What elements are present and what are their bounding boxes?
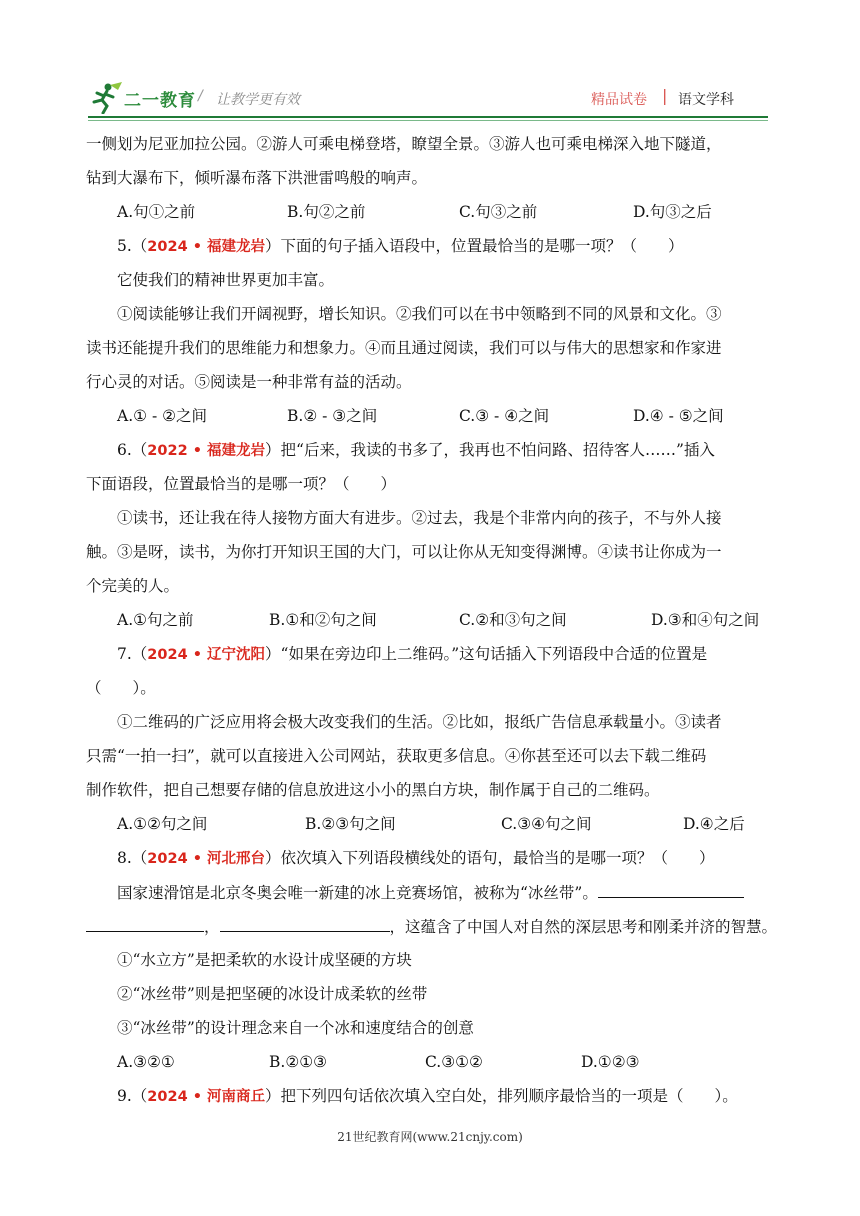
answer-blank bbox=[220, 909, 390, 932]
option-c: C.③①② bbox=[425, 1053, 483, 1071]
logo-text: 二一教育 bbox=[124, 91, 196, 111]
option-sentence: ②“冰丝带”则是把坚硬的冰设计成柔软的丝带 bbox=[117, 985, 428, 1003]
paragraph-line: ①阅读能够让我们开阔视野，增长知识。②我们可以在书中领略到不同的风景和文化。③ bbox=[117, 305, 722, 323]
option-a: A.③②① bbox=[117, 1053, 175, 1071]
document-body bbox=[86, 127, 776, 1113]
option-a: A.①②句之间 bbox=[117, 815, 208, 833]
option-b: B.②③句之间 bbox=[305, 815, 396, 833]
option-b: B.② - ③之间 bbox=[287, 407, 378, 425]
option-a: A.① - ②之间 bbox=[117, 407, 208, 425]
insert-sentence: 它使我们的精神世界更加丰富。 bbox=[117, 271, 335, 289]
answer-blank bbox=[86, 909, 204, 932]
question-stem-cont: （ ）。 bbox=[86, 679, 156, 697]
header-tag: 精品试卷 bbox=[591, 92, 647, 108]
question-7: 7.（2024 • 辽宁沈阳）“如果在旁边印上二维码。”这句话插入下列语段中合适的位置是 bbox=[117, 645, 708, 663]
option-a: A.①句之前 bbox=[117, 611, 194, 629]
option-sentence: ①“水立方”是把柔软的水设计成坚硬的方块 bbox=[117, 951, 412, 969]
option-c: C.②和③句之间 bbox=[459, 611, 567, 629]
paragraph-line: 制作软件，把自己想要存储的信息放进这小小的黑白方块，制作属于自己的二维码。 bbox=[86, 781, 660, 799]
option-b: B.句②之前 bbox=[287, 203, 366, 221]
option-sentence: ③“冰丝带”的设计理念来自一个冰和速度结合的创意 bbox=[117, 1019, 474, 1037]
paragraph-line: 行心灵的对话。⑤阅读是一种非常有益的活动。 bbox=[86, 373, 412, 391]
header-slash: / bbox=[198, 88, 203, 104]
option-d: D.句③之后 bbox=[633, 203, 712, 221]
paragraph-line: ①二维码的广泛应用将会极大改变我们的生活。②比如，报纸广告信息承载量小。③读者 bbox=[117, 713, 722, 731]
option-a: A.句①之前 bbox=[117, 203, 196, 221]
paragraph-line: ①读书，还让我在待人接物方面大有进步。②过去，我是个非常内向的孩子，不与外人接 bbox=[117, 509, 722, 527]
question-6: 6.（2022 • 福建龙岩）把“后来，我读的书多了，我再也不怕问路、招待客人……”插入 bbox=[117, 441, 715, 459]
header-separator: | bbox=[662, 86, 668, 105]
option-d: D.③和④句之间 bbox=[651, 611, 760, 629]
question-5: 5.（2024 • 福建龙岩）下面的句子插入语段中，位置最恰当的是哪一项？（ ） bbox=[117, 237, 684, 255]
option-c: C.③④句之间 bbox=[501, 815, 592, 833]
question-9: 9.（2024 • 河南商丘）把下列四句话依次填入空白处，排列顺序最恰当的一项是（ ）。 bbox=[117, 1087, 738, 1105]
option-c: C.③ - ④之间 bbox=[459, 407, 550, 425]
header-subject: 语文学科 bbox=[678, 92, 734, 108]
option-b: B.①和②句之间 bbox=[269, 611, 377, 629]
paragraph-line: 只需“一拍一扫”，就可以直接进入公司网站，获取更多信息。④你甚至还可以去下载二维码 bbox=[86, 747, 707, 765]
question-source: 2024 • 河南商丘 bbox=[147, 1089, 266, 1105]
option-d: D.④之后 bbox=[683, 815, 745, 833]
q5-options bbox=[86, 399, 776, 433]
paragraph-line: ， ，这蕴含了中国人对自然的深层思考和刚柔并济的智慧。 bbox=[86, 909, 776, 943]
q6-options bbox=[86, 603, 776, 637]
option-b: B.②①③ bbox=[269, 1053, 328, 1071]
header-rule bbox=[88, 116, 768, 118]
paragraph-line: 国家速滑馆是北京冬奥会唯一新建的冰上竞赛场馆，被称为“冰丝带”。 bbox=[86, 875, 776, 909]
paragraph-line: 个完美的人。 bbox=[86, 577, 180, 595]
option-d: D.①②③ bbox=[581, 1053, 640, 1071]
question-source: 2022 • 福建龙岩 bbox=[147, 443, 266, 459]
option-d: D.④ - ⑤之间 bbox=[633, 407, 724, 425]
page-footer: 21世纪教育网(www.21cnjy.com) bbox=[337, 1130, 523, 1144]
paragraph-line: 触。③是呀，读书，为你打开知识王国的大门，可以让你从无知变得渊博。④读书让你成为一 bbox=[86, 543, 722, 561]
question-stem-cont: 下面语段，位置最恰当的是哪一项？（ ） bbox=[86, 475, 397, 493]
answer-blank bbox=[598, 875, 744, 898]
question-source: 2024 • 福建龙岩 bbox=[147, 239, 266, 255]
question-source: 2024 • 辽宁沈阳 bbox=[147, 647, 266, 663]
paragraph-line: 读书还能提升我们的思维能力和想象力。④而且通过阅读，我们可以与伟大的思想家和作家进 bbox=[86, 339, 722, 357]
header-slogan: 让教学更有效 bbox=[216, 92, 300, 108]
q8-options bbox=[86, 1045, 776, 1079]
paragraph-line: 钻到大瀑布下，倾听瀑布落下洪泄雷鸣般的响声。 bbox=[86, 169, 428, 187]
question-8: 8.（2024 • 河北邢台）依次填入下列语段横线处的语句，最恰当的是哪一项？（ ） bbox=[117, 849, 715, 867]
header-rule-thin bbox=[88, 120, 768, 121]
q4-options bbox=[86, 195, 776, 229]
question-source: 2024 • 河北邢台 bbox=[147, 851, 266, 867]
option-c: C.句③之前 bbox=[459, 203, 538, 221]
runner-logo-icon bbox=[88, 82, 124, 114]
q7-options bbox=[86, 807, 776, 841]
paragraph-line: 一侧划为尼亚加拉公园。②游人可乘电梯登塔，瞭望全景。③游人也可乘电梯深入地下隧道， bbox=[86, 135, 722, 153]
